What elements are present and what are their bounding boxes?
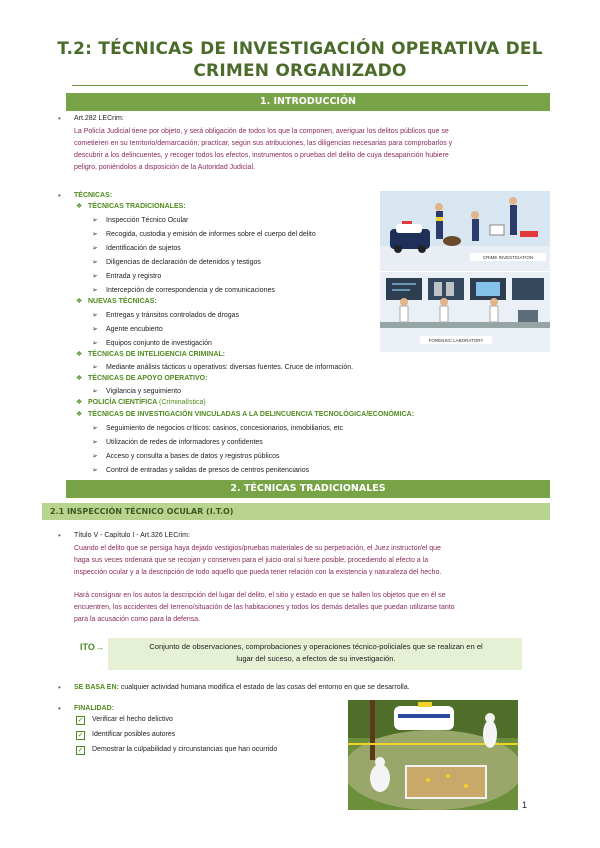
ito-b-line-2: encuentren, los accidentes del terreno/situación de las habitaciones y todos los demás detalles que puedan utilizarse tanto — [74, 604, 455, 611]
intro-line-3: descubrir a los delincuentes, y recoger todos los efectos, instrumentos o pruebas del delito de cuya desaparición hubiere — [74, 152, 449, 159]
ito-label: ITO — [80, 642, 95, 652]
section-2-header: 2. TÉCNICAS TRADICIONALES — [66, 480, 550, 498]
nuevas-heading: NUEVAS TÉCNICAS: — [88, 298, 157, 305]
ito-paragraph-a — [74, 543, 564, 579]
diamond-bullet-icon: ❖ — [76, 203, 83, 210]
intro-line-1: La Policía Judicial tiene por objeto, y será obligación de todos los que la componen, averiguar los delitos públicos que se — [74, 128, 449, 135]
checkbox-checked-icon: ✓ — [77, 732, 84, 739]
base-line — [74, 682, 410, 694]
list-item: Inspección Técnico Ocular — [106, 217, 189, 224]
ito-a-line-2: haga sus veces ordenará que se recojan y conserven para el juicio oral si fuere posible, procediendo al efecto a la — [74, 557, 429, 564]
intro-reference: Art.282 LECrim: — [74, 115, 124, 122]
bottom-image-caption: FORENSIC LABORATORY — [428, 338, 484, 343]
list-item: Entregas y tránsitos controlados de drogas — [106, 312, 240, 319]
ito-def-line-1: Conjunto de observaciones, comprobaciones y operaciones técnico-policiales que se realizan en el — [149, 642, 483, 651]
intro-paragraph — [74, 126, 564, 174]
ito-b-line-1: Hará consignar en los autos la descripción del lugar del delito, el sitio y estado en que se hallen los objetos que en él se — [74, 592, 446, 599]
list-item: Mediante análisis tácticos u operativos: diversas fuentes. Cruce de información. — [106, 364, 354, 371]
list-item: Identificación de sujetos — [106, 245, 181, 252]
checkbox-checked-icon: ✓ — [77, 717, 84, 724]
list-item: Equipos conjunto de investigación — [106, 340, 212, 347]
top-image-caption: CRIME INVESTIGATION — [482, 255, 534, 260]
title-line-1: T.2: TÉCNICAS DE INVESTIGACIÓN OPERATIVA DEL — [57, 39, 543, 59]
finalidad-item: Verificar el hecho delictivo — [92, 716, 173, 723]
arrow-bullet-icon: ➢ — [92, 312, 98, 319]
checkbox-checked-icon: ✓ — [77, 747, 84, 754]
ito-a-line-3: inspección ocular y a la descripción de todo aquello que pueda tener relación con la existencia y naturaleza del hecho. — [74, 569, 442, 576]
finalidad-item: Identificar posibles autores — [92, 731, 176, 738]
tecnicas-heading: TÉCNICAS: — [74, 192, 113, 199]
arrow-bullet-icon: ➢ — [92, 245, 98, 252]
arrow-bullet-icon: ➢ — [92, 326, 98, 333]
ito-reference: Título V - Capítulo I - Art.326 LECrim: — [74, 532, 190, 539]
apoyo-heading: TÉCNICAS DE APOYO OPERATIVO: — [88, 375, 208, 382]
diamond-bullet-icon: ❖ — [76, 298, 83, 305]
list-item: Entrada y registro — [106, 273, 162, 280]
ito-b-line-3: para la acusación como para la defensa. — [74, 616, 201, 623]
list-item: Agente encubierto — [106, 326, 163, 333]
arrow-bullet-icon: ➢ — [92, 364, 98, 371]
arrow-bullet-icon: ➢ — [92, 217, 98, 224]
finalidad-heading: FINALIDAD: — [74, 705, 115, 712]
ito-def-label — [80, 641, 104, 653]
arrow-bullet-icon: ➢ — [92, 340, 98, 347]
arrow-bullet-icon: ➢ — [92, 439, 98, 446]
forensic-lab-illustration — [380, 272, 550, 352]
arrow-bullet-icon: ➢ — [92, 453, 98, 460]
arrow-icon: → — [94, 642, 104, 652]
bullet-dot: • — [58, 531, 61, 540]
crime-scene-photo — [348, 700, 518, 810]
title-divider — [72, 85, 528, 86]
section-1-header: 1. INTRODUCCIÓN — [66, 93, 550, 111]
diamond-bullet-icon: ❖ — [76, 375, 83, 382]
bullet-dot: • — [58, 114, 61, 123]
arrow-bullet-icon: ➢ — [92, 388, 98, 395]
arrow-bullet-icon: ➢ — [92, 273, 98, 280]
subsection-2-1-header: 2.1 INSPECCIÓN TÉCNICO OCULAR (I.T.O) — [42, 503, 550, 520]
ito-def-line-2: lugar del suceso, a efectos de su investigación. — [236, 654, 396, 663]
list-item: Control de entradas y salidas de presos de centros penitenciarios — [106, 467, 310, 474]
diamond-bullet-icon: ❖ — [76, 351, 83, 358]
arrow-bullet-icon: ➢ — [92, 467, 98, 474]
list-item: Diligencias de declaración de detenidos y testigos — [106, 259, 261, 266]
ito-definition — [110, 641, 522, 665]
diamond-bullet-icon: ❖ — [76, 411, 83, 418]
base-text: cualquier actividad humana modifica el estado de las cosas del entorno en que se desarrolla. — [120, 684, 410, 691]
list-item: Utilización de redes de informadores y confidentes — [106, 439, 263, 446]
ito-paragraph-b — [74, 590, 564, 626]
list-item: Intercepción de correspondencia y de comunicaciones — [106, 287, 275, 294]
diamond-bullet-icon: ❖ — [76, 399, 83, 406]
crime-investigation-illustration — [380, 191, 550, 271]
arrow-bullet-icon: ➢ — [92, 231, 98, 238]
base-label: SE BASA EN: — [74, 684, 119, 691]
bullet-dot: • — [58, 191, 61, 200]
page-title — [40, 38, 560, 82]
arrow-bullet-icon: ➢ — [92, 425, 98, 432]
inteligencia-heading: TÉCNICAS DE INTELIGENCIA CRIMINAL: — [88, 351, 226, 358]
policia-heading — [88, 397, 206, 409]
finalidad-item: Demostrar la culpabilidad y circunstancias que han ocurrido — [92, 746, 278, 753]
bullet-dot: • — [58, 683, 61, 692]
intro-line-2: cometieren en su territorio/demarcación; practicar, según sus atribuciones, las diligencias necesarias para comprobarlos y — [74, 140, 453, 147]
ito-a-line-1: Cuando el delito que se persiga haya dejado vestigios/pruebas materiales de su perpetración, el Juez instructor/el que — [74, 545, 441, 552]
bullet-dot: • — [58, 704, 61, 713]
arrow-bullet-icon: ➢ — [92, 259, 98, 266]
list-item: Acceso y consulta a bases de datos y registros públicos — [106, 453, 280, 460]
list-item: Vigilancia y seguimiento — [106, 388, 181, 395]
tecnologica-heading: TÉCNICAS DE INVESTIGACIÓN VINCULADAS A LA DELINCUENCIA TECNOLÓGICA/ECONÓMICA: — [88, 411, 415, 418]
list-item: Recogida, custodia y emisión de informes sobre el cuerpo del delito — [106, 231, 316, 238]
title-line-2: CRIMEN ORGANIZADO — [193, 61, 407, 81]
tradicionales-heading: TÉCNICAS TRADICIONALES: — [88, 203, 186, 210]
page-number: 1 — [522, 800, 528, 810]
intro-line-4: peligro, poniéndolos a disposición de la Autoridad Judicial. — [74, 164, 255, 171]
list-item: Seguimiento de negocios críticos: casinos, concesionarios, inmobiliarios, etc — [106, 425, 343, 432]
policia-note: (Criminalística) — [159, 399, 206, 406]
arrow-bullet-icon: ➢ — [92, 287, 98, 294]
policia-label: POLICÍA CIENTÍFICA — [88, 399, 158, 406]
